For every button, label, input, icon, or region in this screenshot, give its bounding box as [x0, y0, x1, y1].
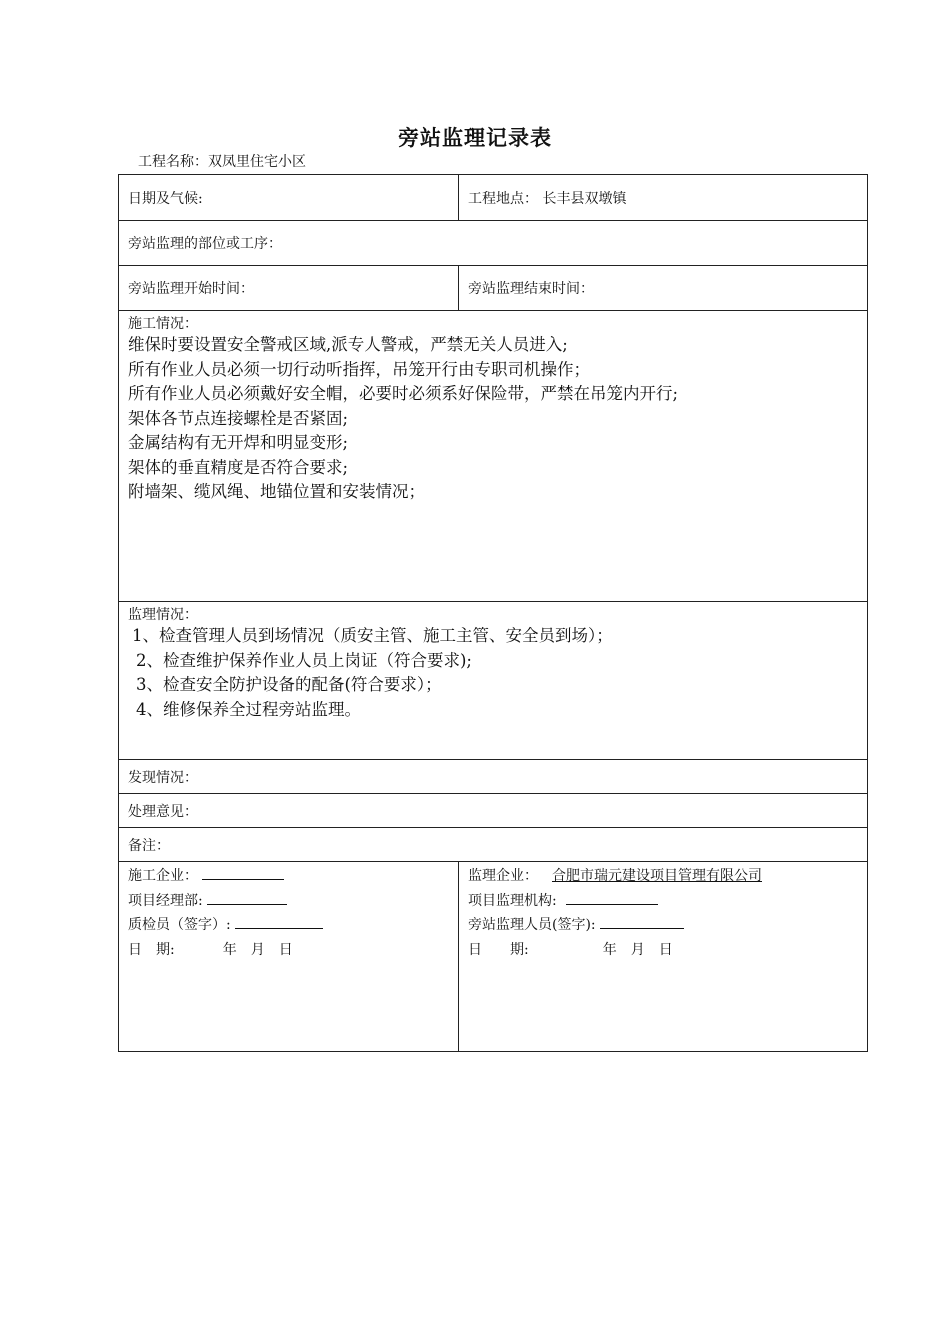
location-cell[interactable]: [459, 175, 868, 221]
remarks-cell[interactable]: [119, 828, 868, 862]
supervisor-company-label: 监理企业：: [468, 868, 538, 884]
supervision-cell[interactable]: [119, 602, 868, 760]
opinion-cell[interactable]: [119, 794, 868, 828]
form-title: 旁站监理记录表: [398, 125, 552, 150]
supervisor-person-blank[interactable]: [600, 914, 684, 929]
end-time-label: 旁站监理结束时间：: [468, 281, 594, 297]
start-time-cell[interactable]: [119, 266, 459, 311]
supervisor-org-line: [468, 889, 858, 914]
row-construction: [119, 311, 868, 602]
date-weather-label: 日期及气候:: [128, 190, 203, 207]
supervisor-org-blank[interactable]: [566, 890, 658, 905]
row-date-location: [119, 175, 868, 221]
contractor-date-parts: 年 月 日: [222, 941, 293, 958]
record-table: [118, 174, 868, 1052]
remarks-label: 备注：: [128, 837, 170, 854]
findings-label: 发现情况：: [128, 769, 198, 786]
supervisor-date-label: 日 期:: [468, 941, 529, 958]
supervision-label: 监理情况：: [128, 607, 198, 623]
construction-label: 施工情况：: [128, 316, 198, 332]
location-label: 工程地点：: [468, 190, 538, 207]
row-remarks: [119, 828, 868, 862]
supervision-item: 1、检查管理人员到场情况（质安主管、施工主管、安全员到场）；: [132, 626, 613, 645]
project-name: [138, 151, 306, 171]
location-value: 长丰县双墩镇: [542, 190, 627, 207]
contractor-company-line: [128, 864, 449, 889]
construction-item: 架体的垂直精度是否符合要求;: [128, 457, 349, 477]
supervisor-person-line: [468, 913, 858, 938]
supervision-item: 3、检查安全防护设备的配备(符合要求）；: [136, 675, 442, 694]
supervisor-company-value: 合肥市瑞元建设项目管理有限公司: [552, 868, 762, 884]
supervisor-person-label: 旁站监理人员(签字):: [468, 917, 596, 933]
contractor-company-blank[interactable]: [202, 865, 284, 880]
contractor-date-line: [128, 938, 449, 963]
opinion-label: 处理意见：: [128, 803, 198, 820]
contractor-sign-cell[interactable]: [119, 862, 459, 1052]
construction-item: 维保时要设置安全警戒区域,派专人警戒，严禁无关人员进入;: [128, 335, 568, 354]
construction-cell[interactable]: [119, 311, 868, 602]
row-signatures: [119, 862, 868, 1052]
row-supervision: [119, 602, 868, 760]
supervisor-company-line: [468, 864, 858, 889]
construction-item: 金属结构有无开焊和明显变形;: [128, 433, 349, 452]
supervisor-sign-cell[interactable]: [459, 862, 868, 1052]
end-time-cell[interactable]: [459, 266, 868, 311]
supervisor-date-line: [468, 938, 858, 963]
start-time-label: 旁站监理开始时间：: [128, 281, 254, 297]
construction-item: 架体各节点连接螺栓是否紧固;: [128, 408, 349, 428]
supervision-item: 2、检查维护保养作业人员上岗证（符合要求);: [136, 650, 472, 670]
construction-item: 所有作业人员必须戴好安全帽，必要时必须系好保险带，严禁在吊笼内开行;: [128, 384, 679, 403]
row-opinion: [119, 794, 868, 828]
row-findings: [119, 760, 868, 794]
date-weather-cell[interactable]: [119, 175, 459, 221]
part-label: 旁站监理的部位或工序：: [128, 236, 282, 252]
contractor-company-label: 施工企业：: [128, 868, 198, 884]
row-part: [119, 221, 868, 266]
contractor-inspector-label: 质检员（签字）:: [128, 917, 231, 933]
supervisor-org-label: 项目监理机构:: [468, 892, 557, 909]
row-time: [119, 266, 868, 311]
contractor-manager-label: 项目经理部:: [128, 892, 203, 909]
contractor-inspector-blank[interactable]: [235, 914, 323, 929]
contractor-manager-blank[interactable]: [207, 890, 287, 905]
contractor-manager-line: [128, 889, 449, 914]
construction-item: 所有作业人员必须一切行动听指挥，吊笼开行由专职司机操作；: [128, 359, 590, 379]
project-name-label: 工程名称：: [138, 154, 208, 170]
supervisor-date-parts: 年 月 日: [602, 941, 673, 958]
supervision-item: 4、维修保养全过程旁站监理。: [136, 699, 361, 719]
construction-item: 附墙架、缆风绳、地锚位置和安装情况；: [128, 482, 425, 501]
project-name-value: 双凤里住宅小区: [208, 154, 306, 170]
part-cell[interactable]: [119, 221, 868, 266]
findings-cell[interactable]: [119, 760, 868, 794]
contractor-date-label: 日 期:: [128, 941, 175, 958]
contractor-inspector-line: [128, 913, 449, 938]
